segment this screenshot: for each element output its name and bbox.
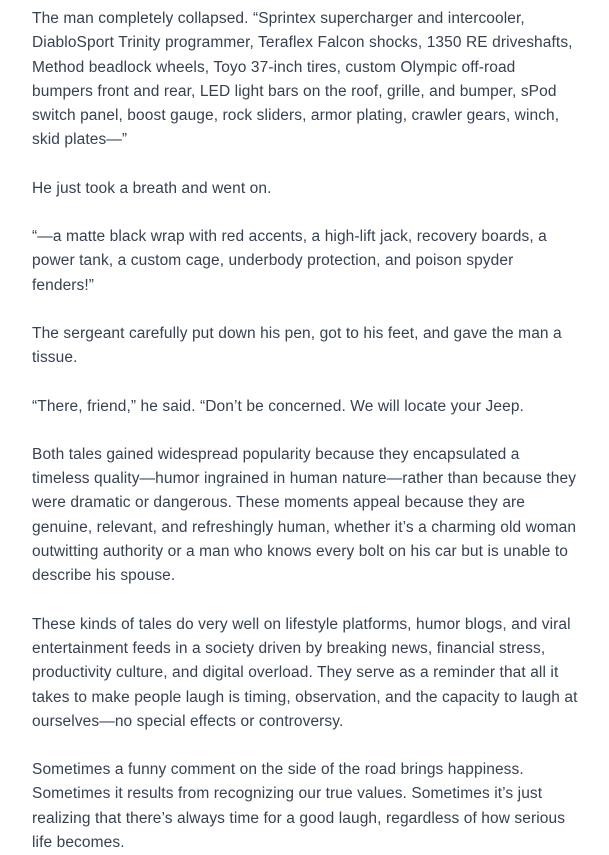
paragraph-matte-black-wrap: “—a matte black wrap with red accents, a high-lift jack, recovery boards, a power tank, a custom cage, underbody protection, and poison spyder fenders!” <box>32 228 547 294</box>
paragraph-sometimes: Sometimes a funny comment on the side of the road brings happiness. Sometimes it results from recognizing our true values. Sometimes it’s just realizing that there’s always time for a good laugh, regardless of how serious life becomes. <box>32 761 566 852</box>
paragraph-breath: He just took a breath and went on. <box>32 179 272 197</box>
paragraph-both-tales: Both tales gained widespread popularity because they encapsulated a timeless quality—humor ingrained in human nature—rather than because they were dramatic or dangerous. These moments appeal because they are genuine, relevant, and refreshingly human, whether it’s a charming old woman outwitting authority or a man who knows every bolt on his car but is unable to describe his spouse. <box>32 445 577 585</box>
paragraph-collapse-list: The man completely collapsed. “Sprintex supercharger and intercooler, DiabloSport Trinity programmer, Teraflex Falcon shocks, 1350 RE driveshafts, Method beadlock wheels, Toyo 37-inch tires, custom Olympic off-road bumpers front and rear, LED light bars on the roof, grille, and bumper, sPod switch panel, boost gauge, rock sliders, armor plating, crawler gears, winch, skid plates—” <box>32 10 573 149</box>
paragraph-locate-jeep: “There, friend,” he said. “Don’t be concerned. We will locate your Jeep. <box>32 397 524 415</box>
article-text <box>32 7 578 855</box>
paragraph-lifestyle-platforms: These kinds of tales do very well on lifestyle platforms, humor blogs, and viral entertainment feeds in a society driven by breaking news, financial stress, productivity culture, and digital overload. They serve as a reminder that all it takes to make people laugh is timing, observation, and the capacity to laugh at ourselves—no special effects or controversy. <box>32 615 578 730</box>
paragraph-sergeant-tissue: The sergeant carefully put down his pen, got to his feet, and gave the man a tissue. <box>32 324 562 367</box>
